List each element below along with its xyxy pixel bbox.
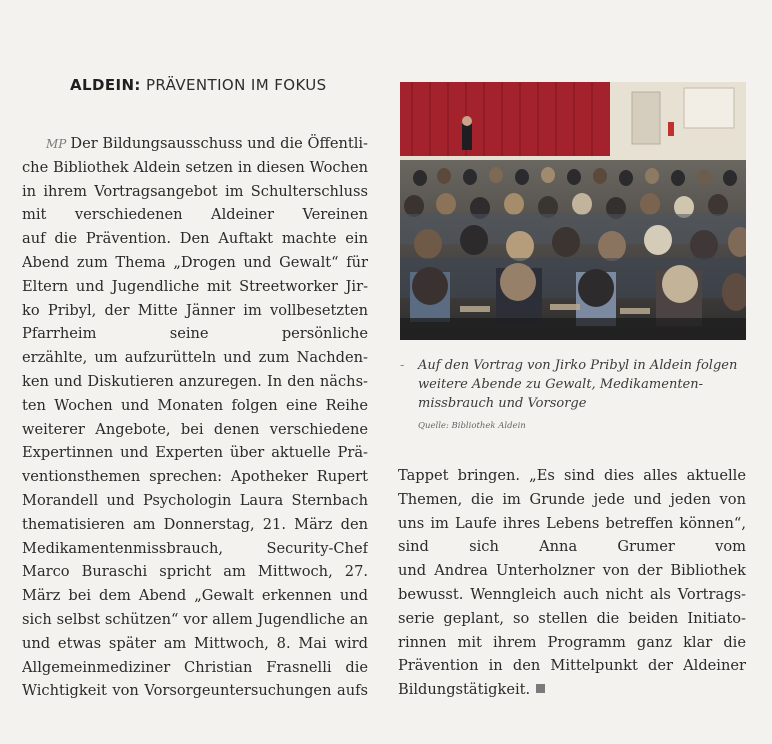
body-line: Morandell und Psychologin Laura Sternbach [22, 491, 368, 509]
body-line: bewusst. Wenngleich auch nicht als Vortrags- [398, 585, 746, 603]
body-line: Pfarrheim seine persönliche [22, 325, 368, 343]
body-line: ventionsthemen sprechen: Apotheker Rupert [22, 468, 368, 486]
body-line: ten Wochen und Monaten folgen eine Reihe [22, 396, 368, 414]
body-line: sich selbst schützen“ vor allem Jugendliche an [22, 610, 368, 628]
body-line: Abend zum Thema „Drogen und Gewalt“ für [22, 253, 368, 271]
body-line: rinnen mit ihrem Programm ganz klar die [398, 633, 746, 651]
end-of-article-mark [536, 684, 545, 693]
body-line: Prävention in den Mittelpunkt der Aldeiner [398, 657, 746, 675]
body-line: thematisieren am Donnerstag, 21. März den [22, 515, 368, 533]
body-line: erzählte, um aufzurütteln und zum Nachden- [22, 349, 368, 367]
author-initials: MP [46, 137, 67, 151]
title-text: PRÄVENTION IM FOKUS [145, 76, 327, 94]
body-line: in ihrem Vortragsangebot im Schulterschluss [22, 182, 368, 200]
photo-caption [398, 356, 748, 413]
article-body-right-column [398, 464, 746, 702]
body-line: Eltern und Jugendliche mit Streetworker Jir- [22, 277, 368, 295]
photo-source: Quelle: Bibliothek Aldein [418, 421, 526, 431]
body-line: che Bibliothek Aldein setzen in diesen Wochen [22, 158, 368, 176]
body-line: weiterer Angebote, bei denen verschiedene [22, 420, 368, 438]
body-line: auf die Prävention. Den Auftakt machte ein [22, 230, 368, 248]
caption-line: missbrauch und Vorsorge [418, 396, 587, 411]
body-line: uns im Laufe ihres Lebens betreffen können“, [398, 514, 746, 532]
body-line: Tappet bringen. „Es sind dies alles aktuelle [398, 467, 746, 484]
body-line: Marco Buraschi spricht am Mittwoch, 27. [22, 563, 368, 581]
body-line: und Andrea Unterholzner von der Bibliothek [398, 562, 746, 580]
event-photo [400, 82, 746, 340]
body-line: serie geplant, so stellen die beiden Initiato- [398, 609, 746, 627]
body-line-last: Bildungstätigkeit. [398, 678, 746, 702]
body-line: und etwas später am Mittwoch, 8. Mai wird [22, 634, 368, 652]
article-body-left-column [22, 132, 368, 703]
body-line: mit verschiedenen Aldeiner Vereinen [22, 206, 368, 224]
body-line: März bei dem Abend „Gewalt erkennen und [22, 587, 368, 605]
title-place: ALDEIN: [70, 76, 141, 94]
body-line: Themen, die im Grunde jede und jeden von [398, 490, 746, 508]
body-line: MP Der Bildungsausschuss und die Öffentli- [46, 135, 368, 152]
body-line: ken und Diskutieren anzuregen. In den nächs- [22, 372, 368, 390]
caption-line: Auf den Vortrag von Jirko Pribyl in Aldein folgen [418, 358, 738, 373]
caption-dash: - [400, 358, 405, 373]
body-line: sind sich Anna Grumer vom [398, 538, 746, 556]
audience-photo-illustration [400, 82, 746, 340]
article-title [70, 76, 327, 94]
body-line: Medikamentenmissbrauch, Security-Chef [22, 539, 368, 557]
body-line: ko Pribyl, der Mitte Jänner im vollbesetzten [22, 301, 368, 319]
body-line: Wichtigkeit von Vorsorgeuntersuchungen aufs [22, 682, 368, 700]
body-line: Allgemeinmediziner Christian Frasnelli die [22, 658, 368, 676]
body-line: Expertinnen und Experten über aktuelle Prä- [22, 444, 368, 462]
caption-line: weitere Abende zu Gewalt, Medikamenten- [418, 377, 704, 392]
